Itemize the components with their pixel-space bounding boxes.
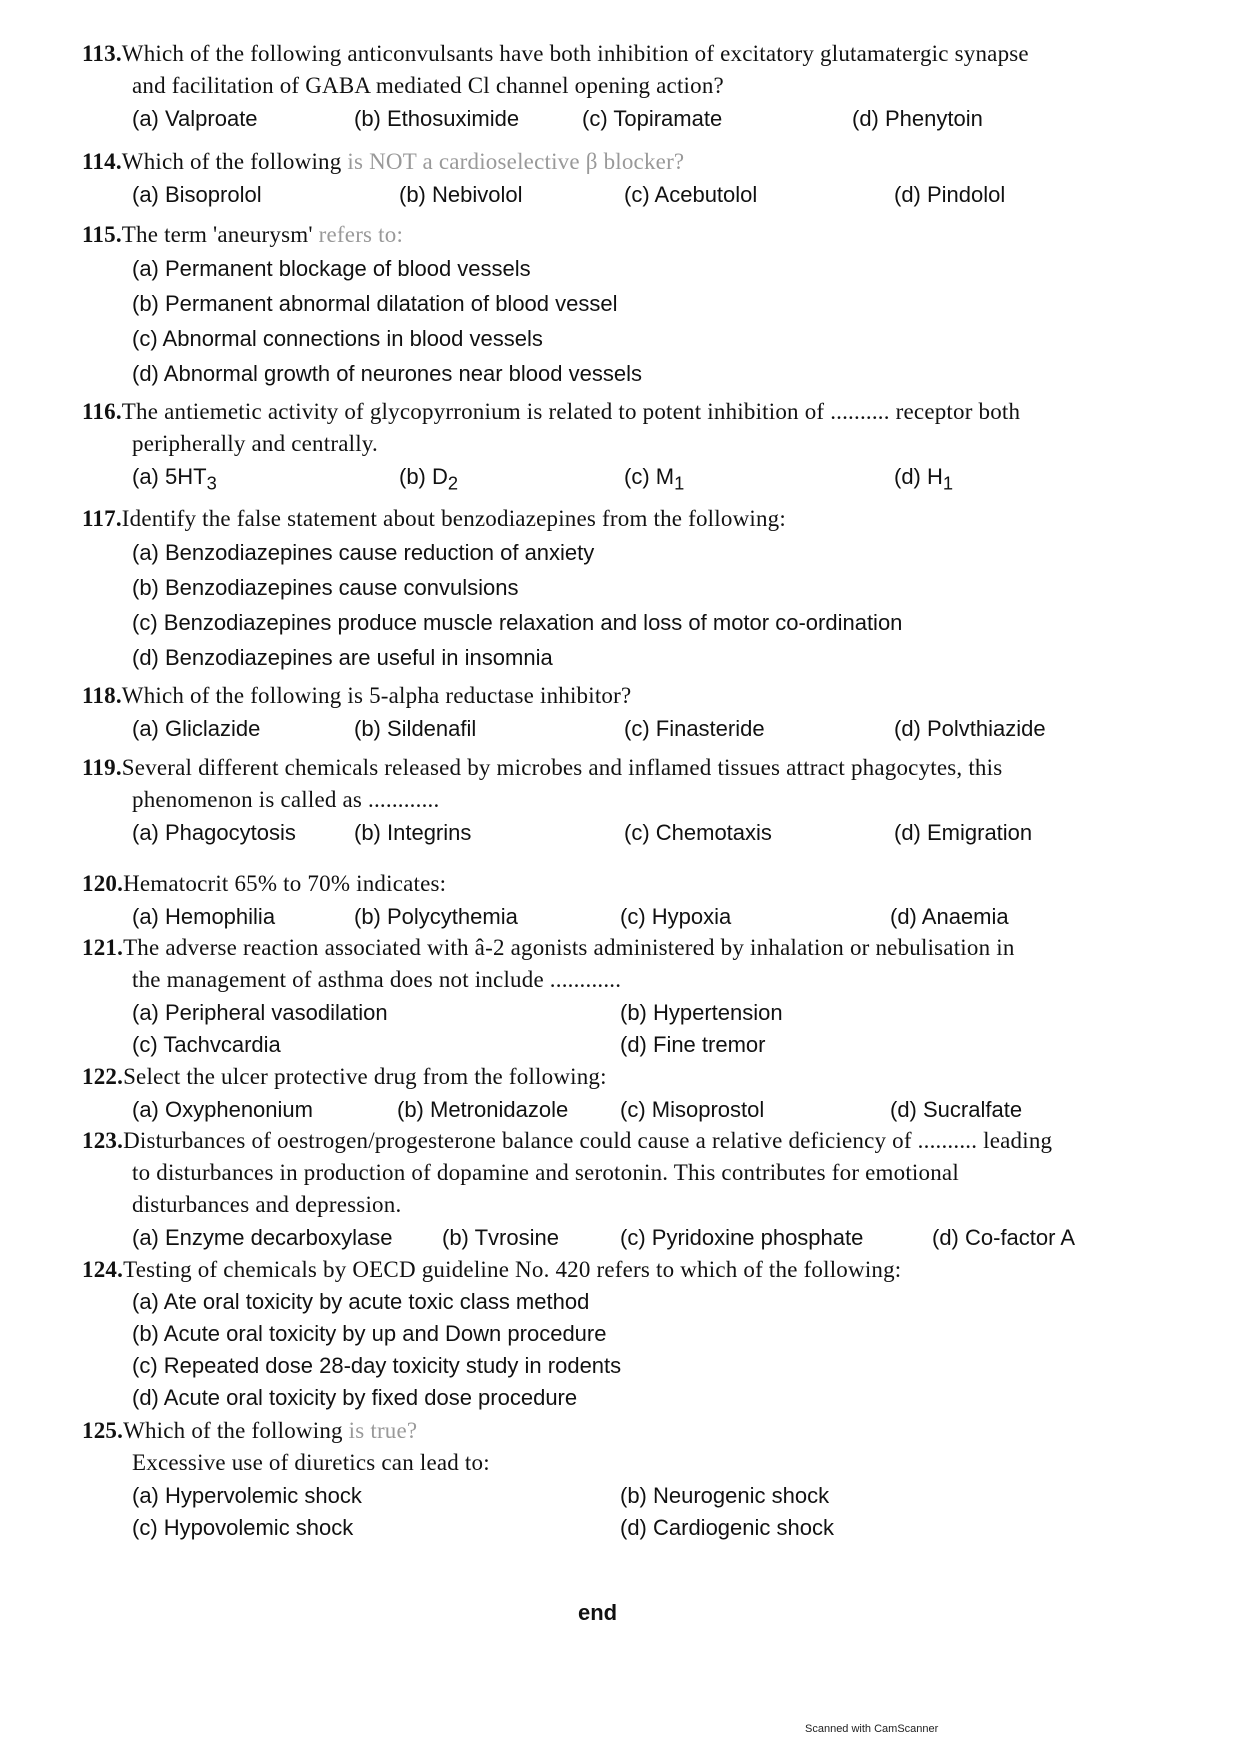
option-b: (b) Polycythemia xyxy=(354,904,518,929)
question-124 xyxy=(82,1254,1152,1414)
question-stem-faint: is NOT a cardioselective β blocker? xyxy=(341,149,685,174)
question-number: 120. xyxy=(82,871,124,896)
question-number: 116. xyxy=(82,399,122,424)
option-a: (a) Phagocytosis xyxy=(132,820,296,845)
option-b: (b) Hypertension xyxy=(620,1000,783,1025)
option-subscript: 2 xyxy=(447,472,459,494)
option-c: (c) Abnormal connections in blood vessels xyxy=(132,326,543,351)
question-stem-faint: refers to: xyxy=(312,222,404,247)
question-114-text xyxy=(82,146,1152,178)
options-row xyxy=(132,1511,1152,1543)
option-a: (a) Gliclazide xyxy=(132,716,261,741)
option-d: (d) Cardiogenic shock xyxy=(620,1515,834,1540)
option-b: (b) Ethosuximide xyxy=(354,106,520,131)
option-b: (b) Acute oral toxicity by up and Down procedure xyxy=(132,1321,607,1346)
question-124-text xyxy=(82,1254,1152,1286)
question-123 xyxy=(82,1125,1152,1254)
option-a: (a) Permanent blockage of blood vessels xyxy=(132,256,531,281)
option-subscript: 1 xyxy=(674,472,685,494)
question-118-text xyxy=(82,680,1152,712)
option-text: (b) D xyxy=(399,464,448,489)
option-d: (d) Abnormal growth of neurones near blood vessels xyxy=(132,361,642,386)
question-stem: The term 'aneurysm' xyxy=(121,222,313,247)
option-b xyxy=(399,460,458,499)
question-stem: Several different chemicals released by microbes and inflamed tissues attract phagocytes, this xyxy=(121,755,1003,780)
option-d: (d) Co-factor A xyxy=(932,1225,1076,1250)
option-a: (a) Valproate xyxy=(132,106,258,131)
question-stem: Which of the following is 5-alpha reductase inhibitor? xyxy=(121,683,632,708)
option-b: (b) Nebivolol xyxy=(399,182,523,207)
option-c: (c) Acebutolol xyxy=(624,182,758,207)
question-number: 114. xyxy=(82,149,122,174)
option-b: (b) Integrins xyxy=(354,820,472,845)
option-b: (b) Sildenafil xyxy=(354,716,477,741)
option-d: (d) Benzodiazepines are useful in insomnia xyxy=(132,645,553,670)
question-number: 122. xyxy=(82,1064,124,1089)
question-number: 119. xyxy=(82,755,122,780)
question-stem: Which of the following anticonvulsants have both inhibition of excitatory glutamatergic synapse xyxy=(121,41,1029,66)
question-number: 124. xyxy=(82,1257,124,1282)
options-row xyxy=(132,1028,1152,1060)
question-number: 115. xyxy=(82,222,122,247)
question-number: 125. xyxy=(82,1418,124,1443)
question-123-text-cont: to disturbances in production of dopamine and serotonin. This contributes for emotional xyxy=(132,1160,959,1185)
end-label: end xyxy=(578,1600,618,1625)
question-stem: The adverse reaction associated with â-2 agonists administered by inhalation or nebulisation in xyxy=(123,935,1015,960)
question-120 xyxy=(82,868,1152,933)
option-b: (b) Tvrosine xyxy=(442,1225,559,1250)
question-119-text xyxy=(82,752,1152,784)
question-stem: Which of the following xyxy=(121,149,342,174)
option-d: (d) Polvthiazide xyxy=(894,716,1046,741)
option-d xyxy=(894,460,953,499)
option-d: (d) Phenytoin xyxy=(852,106,983,131)
option-c: (c) Hypovolemic shock xyxy=(132,1515,354,1540)
question-stem: Select the ulcer protective drug from the following: xyxy=(123,1064,607,1089)
option-a: (a) Hypervolemic shock xyxy=(132,1483,362,1508)
options-row xyxy=(132,460,1152,493)
option-c: (c) Hypoxia xyxy=(620,904,732,929)
question-stem: Which of the following xyxy=(123,1418,343,1443)
options-row xyxy=(132,900,1152,933)
options-row xyxy=(132,712,1152,745)
question-117 xyxy=(82,503,1152,675)
option-d: (d) Sucralfate xyxy=(890,1097,1023,1122)
question-125-text xyxy=(82,1415,1152,1447)
option-d: (d) Emigration xyxy=(894,820,1033,845)
option-b: (b) Benzodiazepines cause convulsions xyxy=(132,575,519,600)
options-row xyxy=(132,178,1152,211)
question-119-text-cont: phenomenon is called as ............ xyxy=(132,787,440,812)
question-119 xyxy=(82,752,1152,849)
options-row xyxy=(132,1479,1152,1511)
question-123-text-cont2: disturbances and depression. xyxy=(132,1192,402,1217)
question-121 xyxy=(82,932,1152,1060)
options-row xyxy=(132,816,1152,849)
option-c: (c) Chemotaxis xyxy=(624,820,772,845)
question-121-text-cont: the management of asthma does not include ............ xyxy=(132,967,622,992)
options-row xyxy=(132,1221,1152,1254)
option-c: (c) Repeated dose 28-day toxicity study in rodents xyxy=(132,1353,622,1378)
question-113-text-cont: and facilitation of GABA mediated Cl channel opening action? xyxy=(132,73,724,98)
option-c xyxy=(624,460,684,499)
option-d: (d) Anaemia xyxy=(890,904,1009,929)
question-121-text xyxy=(82,932,1152,964)
question-stem: Hematocrit 65% to 70% indicates: xyxy=(123,871,447,896)
question-number: 113. xyxy=(82,41,122,66)
question-116-text xyxy=(82,396,1152,428)
option-text: (c) M xyxy=(624,464,675,489)
option-a: (a) Benzodiazepines cause reduction of anxiety xyxy=(132,540,595,565)
option-d: (d) Pindolol xyxy=(894,182,1006,207)
options-row xyxy=(132,1093,1152,1126)
question-116-text-cont: peripherally and centrally. xyxy=(132,431,378,456)
question-115 xyxy=(82,219,1152,391)
option-c: (c) Pyridoxine phosphate xyxy=(620,1225,864,1250)
option-c: (c) Tachvcardia xyxy=(132,1032,281,1057)
option-a: (a) Enzyme decarboxylase xyxy=(132,1225,393,1250)
question-stem: The antiemetic activity of glycopyrronium is related to potent inhibition of .......... receptor both xyxy=(121,399,1021,424)
scanner-watermark: Scanned with CamScanner xyxy=(805,1723,939,1735)
question-114 xyxy=(82,146,1152,211)
option-subscript: 1 xyxy=(942,472,954,494)
question-stem-faint: is true? xyxy=(342,1418,418,1443)
option-d: (d) Acute oral toxicity by fixed dose procedure xyxy=(132,1385,578,1410)
option-c: (c) Benzodiazepines produce muscle relaxation and loss of motor co-ordination xyxy=(132,610,903,635)
option-subscript: 3 xyxy=(206,472,217,494)
question-number: 117. xyxy=(82,506,122,531)
option-d: (d) Fine tremor xyxy=(620,1032,766,1057)
question-122 xyxy=(82,1061,1152,1126)
question-stem: Disturbances of oestrogen/progesterone balance could cause a relative deficiency of .......... leading xyxy=(123,1128,1053,1153)
question-113 xyxy=(82,38,1152,135)
question-113-text xyxy=(82,38,1152,70)
question-number: 123. xyxy=(82,1128,124,1153)
question-number: 121. xyxy=(82,935,124,960)
question-117-text xyxy=(82,503,1152,535)
option-a: (a) Ate oral toxicity by acute toxic class method xyxy=(132,1289,590,1314)
question-stem: Testing of chemicals by OECD guideline No. 420 refers to which of the following: xyxy=(123,1257,902,1282)
question-125 xyxy=(82,1415,1152,1543)
options-row xyxy=(132,996,1152,1028)
question-118 xyxy=(82,680,1152,745)
option-a: (a) Peripheral vasodilation xyxy=(132,1000,388,1025)
question-120-text xyxy=(82,868,1152,900)
option-a: (a) Hemophilia xyxy=(132,904,276,929)
option-c: (c) Finasteride xyxy=(624,716,765,741)
option-text: (a) 5HT xyxy=(132,464,207,489)
option-b: (b) Neurogenic shock xyxy=(620,1483,830,1508)
question-123-text xyxy=(82,1125,1152,1157)
option-a: (a) Oxyphenonium xyxy=(132,1097,313,1122)
options-row xyxy=(132,102,1152,135)
question-number: 118. xyxy=(82,683,122,708)
question-stem: Identify the false statement about benzodiazepines from the following: xyxy=(121,506,786,531)
option-c: (c) Misoprostol xyxy=(620,1097,765,1122)
option-b: (b) Permanent abnormal dilatation of blood vessel xyxy=(132,291,618,316)
option-a xyxy=(132,460,217,499)
question-122-text xyxy=(82,1061,1152,1093)
option-b: (b) Metronidazole xyxy=(397,1097,569,1122)
question-125-text-cont: Excessive use of diuretics can lead to: xyxy=(132,1450,490,1475)
option-c: (c) Topiramate xyxy=(582,106,723,131)
question-115-text xyxy=(82,219,1152,251)
option-text: (d) H xyxy=(894,464,943,489)
question-116 xyxy=(82,396,1152,493)
option-a: (a) Bisoprolol xyxy=(132,182,262,207)
